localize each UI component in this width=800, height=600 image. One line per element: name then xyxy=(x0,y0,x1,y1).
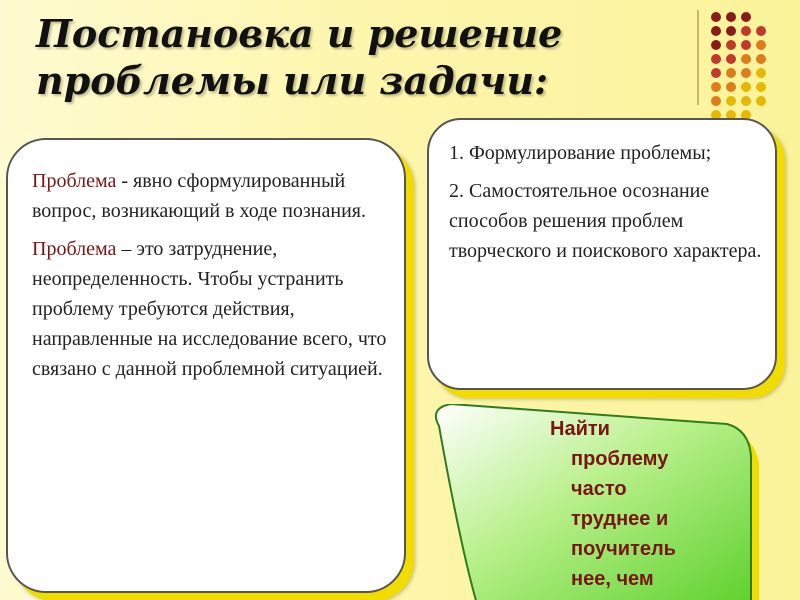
decor-dot xyxy=(741,68,751,78)
decor-dot xyxy=(711,68,721,78)
decor-dot xyxy=(741,54,751,64)
problem-definition-2-text: – это затруднение, неопределенность. Чтобы устранить проблему требуются действия, направленные на исследование всего, что связано с данной проблемной ситуацией. xyxy=(32,238,387,380)
decor-dot xyxy=(741,40,751,50)
decor-dot xyxy=(726,82,736,92)
decor-dot xyxy=(726,12,736,22)
decor-dot xyxy=(711,40,721,50)
decor-dot xyxy=(711,26,721,36)
decor-dot xyxy=(741,96,751,106)
quote-note-text xyxy=(429,414,763,594)
quote-line-6: нее, чем xyxy=(571,568,654,590)
title-line-1: Постановка и решение xyxy=(36,11,563,56)
quote-line-1: Найти xyxy=(550,418,610,440)
problem-definition-2 xyxy=(32,234,394,384)
decor-dot xyxy=(711,82,721,92)
title-line-2: проблемы или задачи: xyxy=(36,58,549,103)
decor-dot xyxy=(756,40,766,50)
quote-line-3: часто xyxy=(571,478,627,500)
quote-note xyxy=(429,404,763,600)
decor-dot xyxy=(741,26,751,36)
step-item-1: 1. Формулирование проблемы; xyxy=(449,142,712,164)
decor-dot xyxy=(711,12,721,22)
decor-dot xyxy=(756,96,766,106)
decor-vertical-line xyxy=(697,10,699,105)
problem-definition-1-text: - явно сформулированный вопрос, возникающий в ходе познания. xyxy=(32,170,366,222)
decor-dot xyxy=(741,82,751,92)
problem-term-2: Проблема xyxy=(32,238,117,260)
quote-line-2: проблему xyxy=(571,448,669,470)
steps-card xyxy=(427,118,777,390)
decor-dot xyxy=(726,40,736,50)
step-item-2: 2. Самостоятельное осознание способов решения проблем творческого и поискового характера. xyxy=(449,180,762,262)
decor-dot xyxy=(756,82,766,92)
decor-dot xyxy=(726,54,736,64)
decor-dot xyxy=(726,96,736,106)
slide-title xyxy=(36,10,676,104)
decor-dot xyxy=(756,68,766,78)
decor-dot xyxy=(756,54,766,64)
decor-dot xyxy=(756,26,766,36)
decor-dot xyxy=(726,26,736,36)
quote-line-5: поучитель xyxy=(571,538,676,560)
decor-dot xyxy=(741,12,751,22)
decor-dot xyxy=(711,54,721,64)
decor-dot xyxy=(711,96,721,106)
problem-definition-1 xyxy=(32,166,394,226)
quote-line-4: труднее и xyxy=(571,508,669,530)
problem-term-1: Проблема xyxy=(32,170,117,192)
problem-definition-card xyxy=(6,138,406,593)
decor-dot xyxy=(726,68,736,78)
